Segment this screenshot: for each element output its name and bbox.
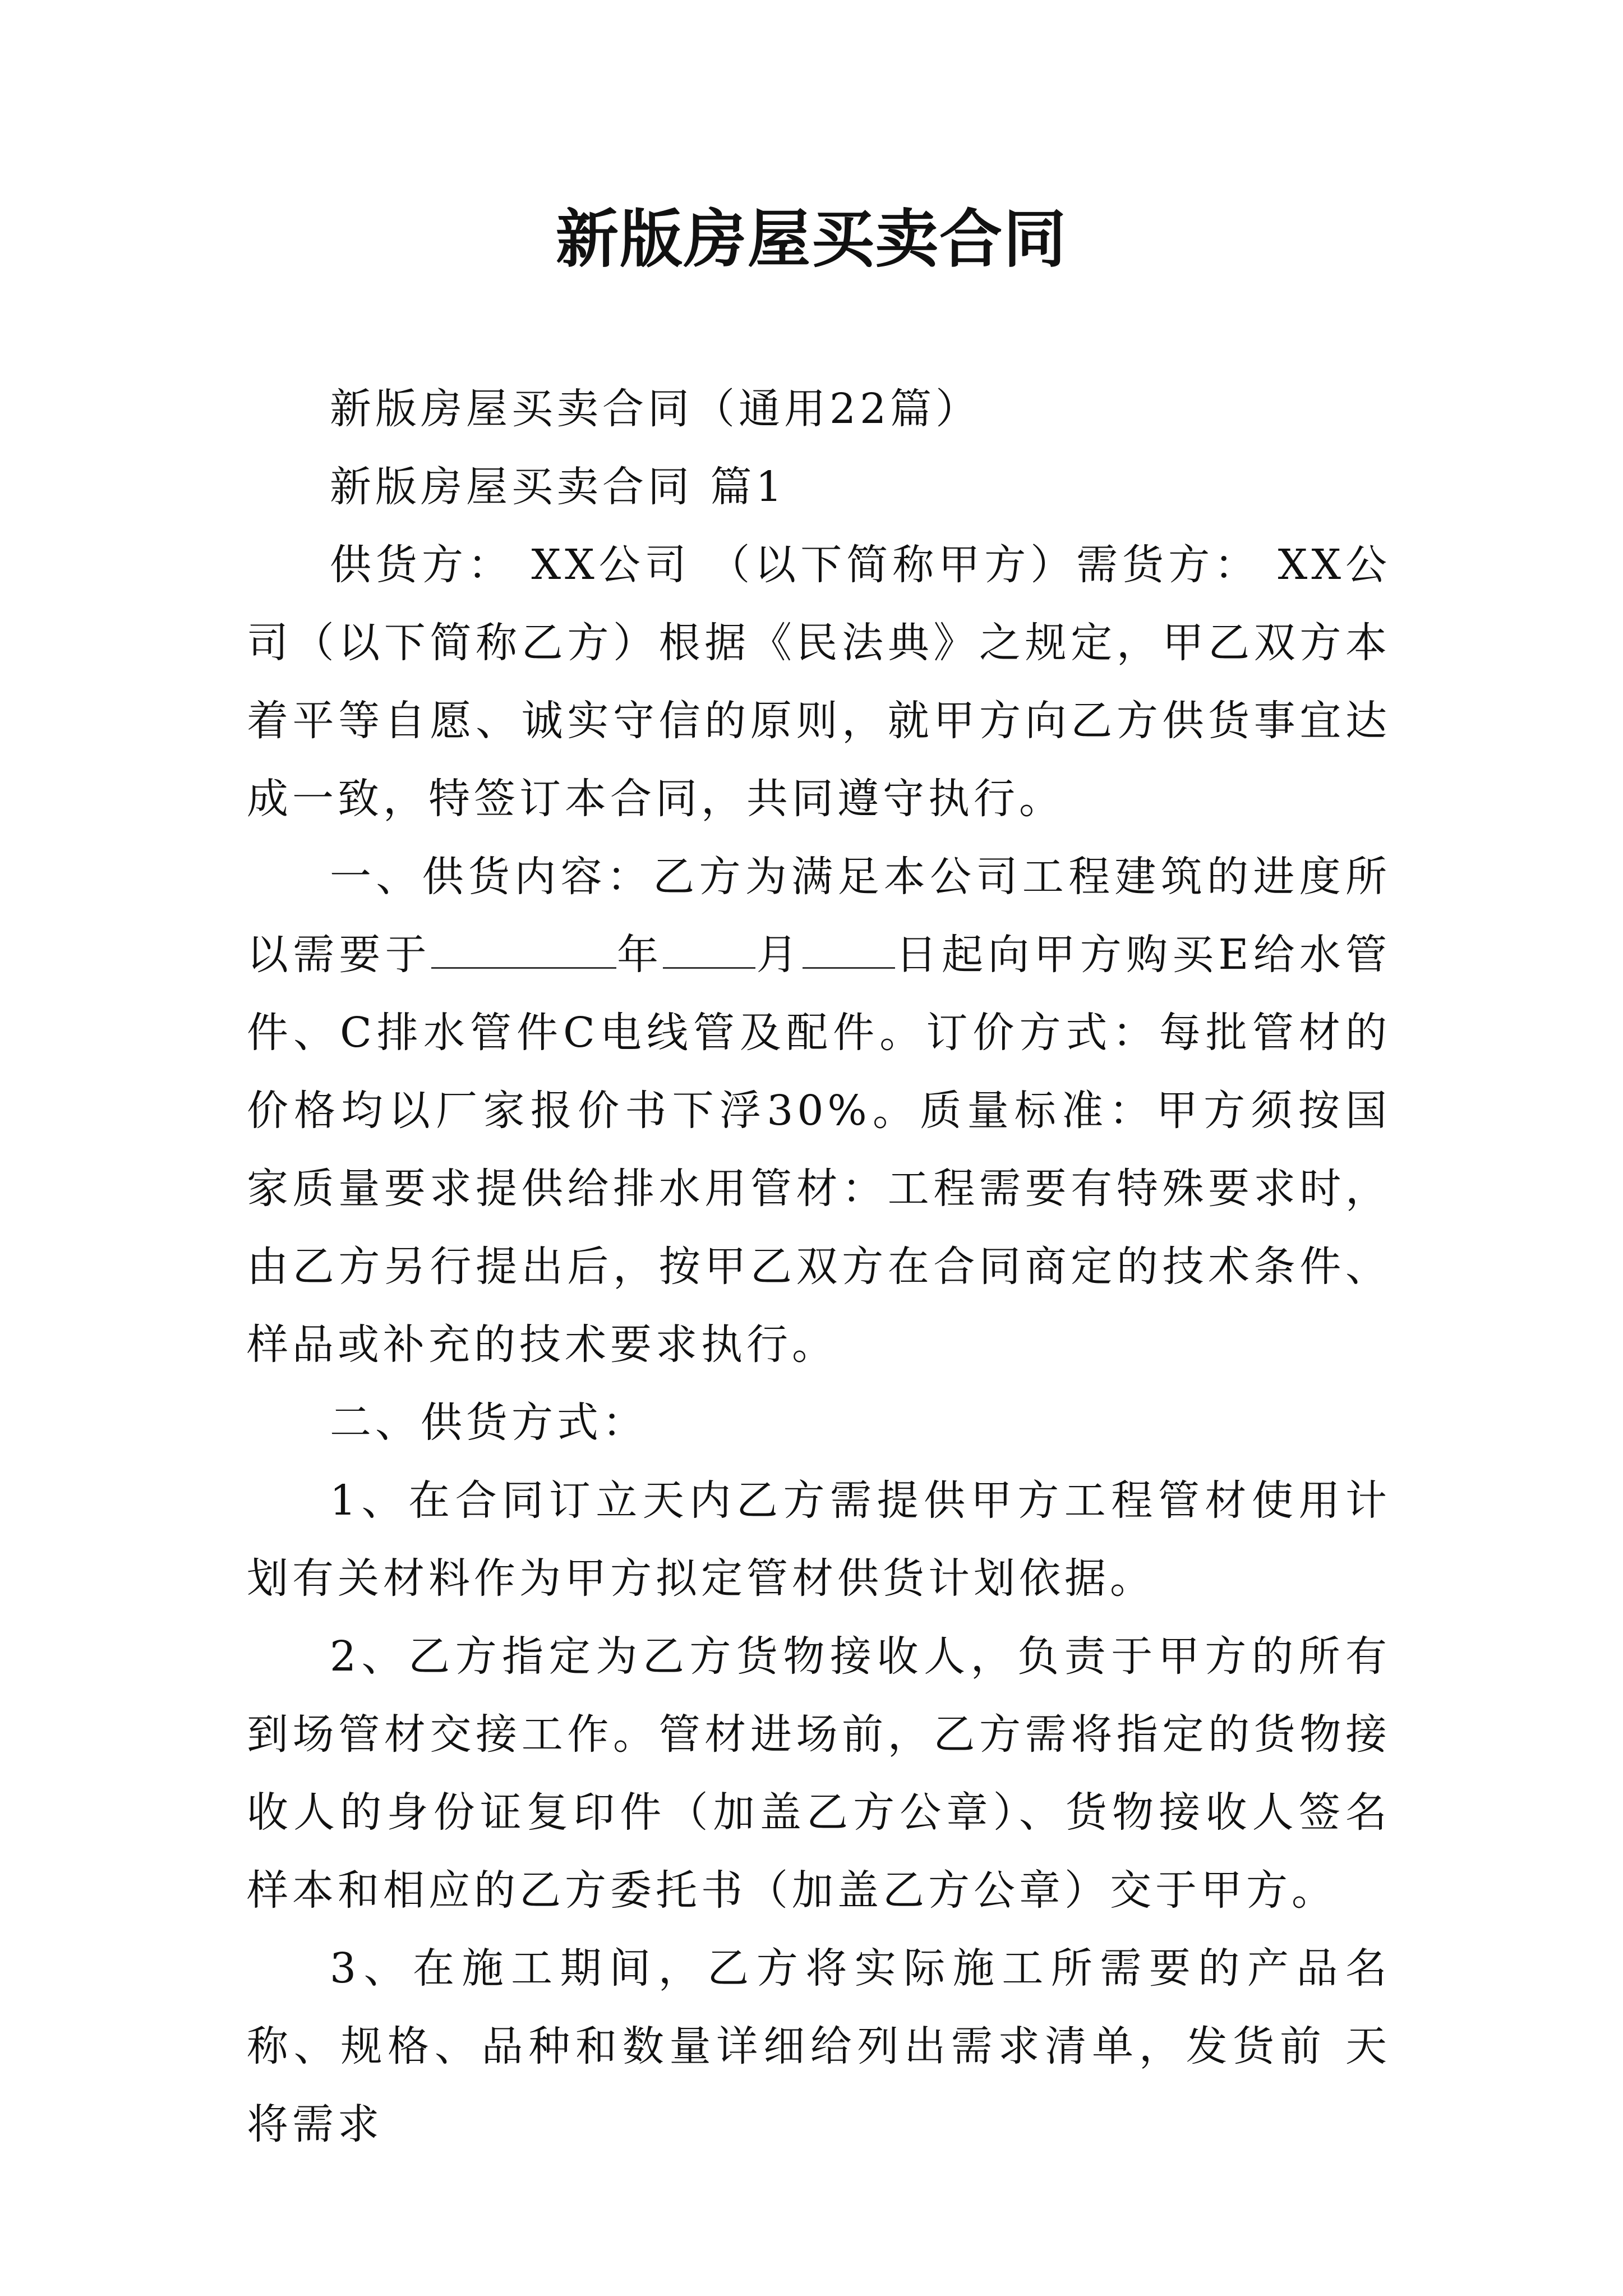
paragraph-item-2: 2、乙方指定为乙方货物接收人，负责于甲方的所有到场管材交接工作。管材进场前，乙方需将指定的货物接收人的身份证复印件（加盖乙方公章）、货物接收人签名样本和相应的乙方委托书（加盖乙方公章）交于甲方。 [247, 1632, 1391, 1915]
paragraph-section-heading: 新版房屋买卖合同 篇1 [330, 463, 786, 511]
paragraph-supply-method-heading: 二、供货方式： [330, 1398, 648, 1447]
supply-content-text-start: 一、供货内容：乙方为满足本公司工程建筑的进度所以需要于 [247, 853, 1391, 979]
paragraph-supply-content [247, 838, 1391, 1384]
document-title: 新版房屋买卖合同 [556, 203, 1067, 276]
blank-year-field [431, 930, 616, 969]
blank-month-field [663, 930, 755, 969]
paragraph-parties: 供货方： XX公司 （以下简称甲方）需货方： XX公司（以下简称乙方）根据《民法典》之规定，甲乙双方本着平等自愿、诚实守信的原则，就甲方向乙方供货事宜达成一致，特签订本合同，共同遵守执行。 [247, 541, 1391, 823]
year-label: 年 [616, 931, 663, 979]
supply-content-text-end: 日起向甲方购买E给水管件、C排水管件C电线管及配件。订价方式：每批管材的价格均以厂家报价书下浮30%。质量标准：甲方须按国家质量要求提供给排水用管材：工程需要有特殊要求时，由乙方另行提出后，按甲乙双方在合同商定的技术条件、样品或补充的技术要求执行。 [247, 931, 1391, 1369]
document-body [247, 370, 1391, 2164]
paragraph-item-1: 1、在合同订立天内乙方需提供甲方工程管材使用计划有关材料作为甲方拟定管材供货计划依据。 [247, 1476, 1391, 1603]
month-label: 月 [755, 931, 803, 979]
paragraph-item-3: 3、在施工期间，乙方将实际施工所需要的产品名称、规格、品种和数量详细给列出需求清单，发货前 天将需求 [247, 1944, 1391, 2148]
paragraph-subtitle: 新版房屋买卖合同（通用22篇） [330, 385, 981, 433]
blank-day-field [803, 930, 895, 969]
